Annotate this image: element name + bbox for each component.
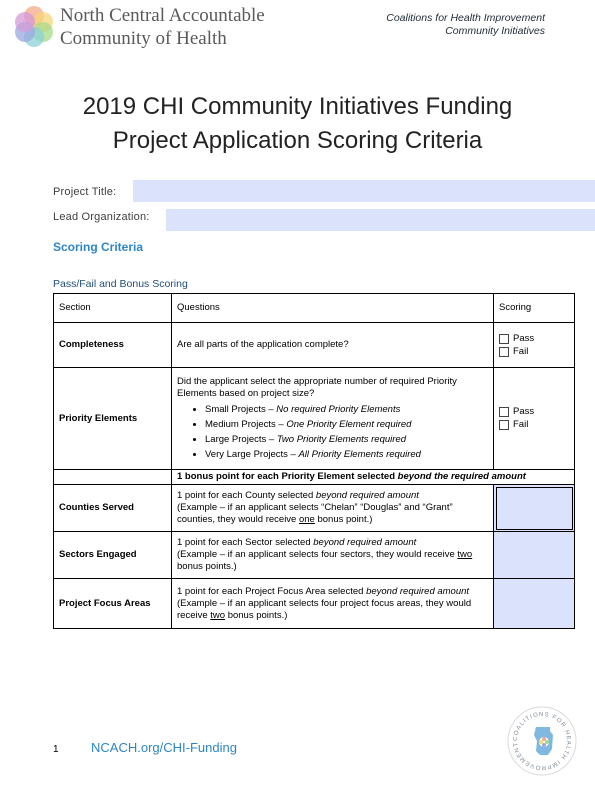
footer-link[interactable]: NCACH.org/CHI-Funding	[91, 740, 237, 755]
list-item: • Small Projects – No required Priority Elements	[205, 402, 488, 417]
project-title-label: Project Title:	[53, 186, 117, 198]
sectors-question: 1 point for each Sector selected beyond required amount (Example – if an applicant selects four sectors, they would receive two bonus points.)	[172, 532, 494, 579]
counties-section: Counties Served	[54, 485, 172, 532]
priority-question: Did the applicant select the appropriate number of required Priority Elements based on project size?	[177, 375, 457, 399]
priority-list	[205, 402, 488, 462]
completeness-pass-option[interactable]	[499, 333, 569, 345]
fail-label: Fail	[513, 345, 529, 357]
pass-fail-subheading: Pass/Fail and Bonus Scoring	[53, 278, 188, 290]
org-name-line2: Community of Health	[60, 28, 227, 49]
tagline-line1: Coalitions for Health Improvement	[386, 12, 545, 24]
priority-section: Priority Elements	[54, 368, 172, 470]
lead-organization-label: Lead Organization:	[53, 211, 150, 223]
header-tagline	[386, 12, 545, 38]
priority-bonus-text: 1 bonus point for each Priority Element selected beyond the required amount	[172, 470, 575, 485]
priority-scoring	[494, 368, 575, 470]
completeness-section: Completeness	[54, 323, 172, 368]
org-name-line1: North Central Accountable	[60, 5, 265, 26]
document-title	[0, 90, 595, 158]
header-questions: Questions	[172, 294, 494, 323]
scoring-criteria-heading: Scoring Criteria	[53, 240, 144, 254]
svg-text:COALITIONS FOR HEALTH IMPROVEM: COALITIONS FOR HEALTH IMPROVEMENT	[512, 711, 572, 771]
table-row-priority-elements	[54, 368, 575, 470]
list-item: • Large Projects – Two Priority Elements required	[205, 432, 488, 447]
title-line2: Project Application Scoring Criteria	[112, 127, 483, 154]
header-scoring: Scoring	[494, 294, 575, 323]
list-item: • Medium Projects – One Priority Element required	[205, 417, 488, 432]
pass-label: Pass	[513, 332, 535, 344]
checkbox-icon[interactable]	[499, 334, 509, 344]
pass-label: Pass	[513, 406, 535, 417]
sectors-section: Sectors Engaged	[54, 532, 172, 579]
header-section: Section	[54, 294, 172, 323]
org-name	[60, 4, 265, 50]
project-title-field[interactable]	[133, 180, 595, 202]
focus-section: Project Focus Areas	[54, 579, 172, 629]
table-row-counties	[54, 485, 575, 532]
ncach-logo-icon	[12, 4, 56, 48]
fail-label: Fail	[513, 419, 529, 430]
table-header-row	[54, 294, 575, 323]
priority-question-cell	[172, 368, 494, 470]
priority-pass-option[interactable]	[499, 406, 569, 418]
table-row-completeness	[54, 323, 575, 368]
table-row-priority-bonus	[54, 470, 575, 485]
completeness-fail-option[interactable]	[499, 346, 569, 358]
sectors-score-field[interactable]	[494, 532, 575, 579]
lead-organization-field[interactable]	[166, 209, 595, 231]
completeness-question: Are all parts of the application complete?	[172, 323, 494, 368]
table-row-focus-areas	[54, 579, 575, 629]
checkbox-icon[interactable]	[499, 347, 509, 357]
focus-score-field[interactable]	[494, 579, 575, 629]
coalitions-seal-icon	[506, 705, 578, 777]
title-line1: 2019 CHI Community Initiatives Funding	[82, 93, 513, 120]
scoring-table	[53, 293, 575, 629]
list-item: • Very Large Projects – All Priority Elements required	[205, 447, 488, 462]
focus-question: 1 point for each Project Focus Area selected beyond required amount (Example – if an applicant selects four project focus areas, they would receive two bonus points.)	[172, 579, 494, 629]
counties-score-field[interactable]	[494, 485, 575, 532]
checkbox-icon[interactable]	[499, 407, 509, 417]
tagline-line2: Community Initiatives	[445, 25, 545, 37]
page-number: 1	[53, 744, 59, 755]
priority-fail-option[interactable]	[499, 419, 569, 431]
completeness-scoring	[494, 323, 575, 368]
bonus-empty-cell	[54, 470, 172, 485]
table-row-sectors	[54, 532, 575, 579]
counties-question: 1 point for each County selected beyond required amount (Example – if an applicant selects “Chelan” “Douglas” and “Grant” counties, they would receive one bonus point.)	[172, 485, 494, 532]
checkbox-icon[interactable]	[499, 420, 509, 430]
